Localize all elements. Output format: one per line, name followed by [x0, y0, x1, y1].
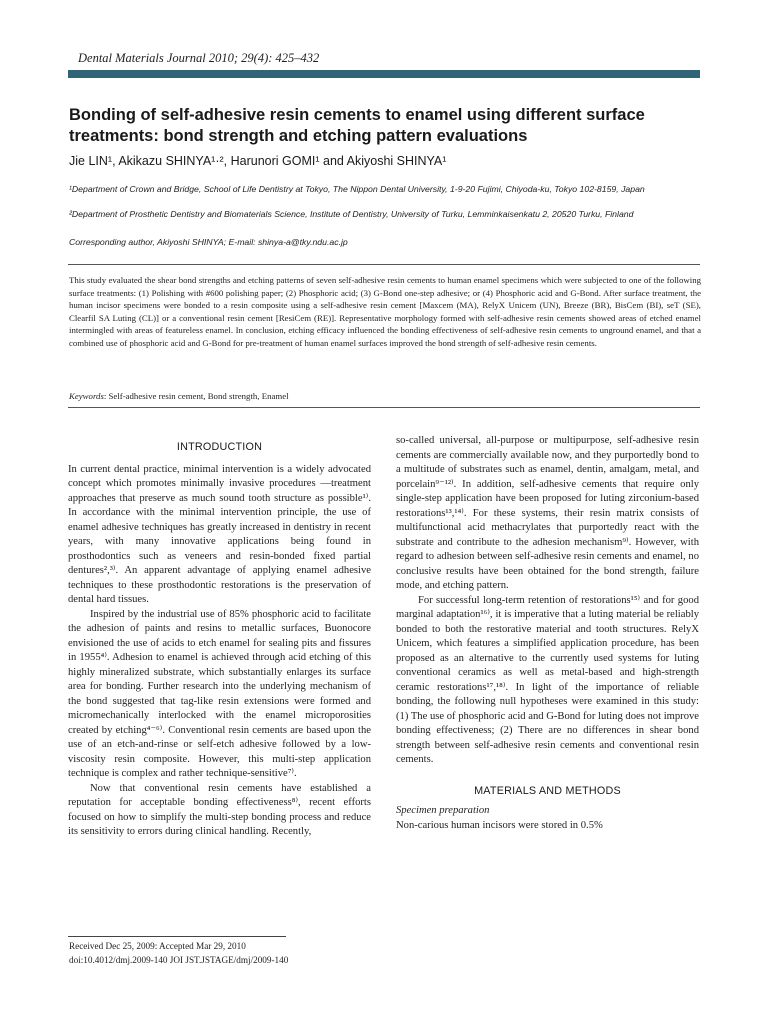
right-column	[396, 434, 699, 833]
keywords-label: Keywords	[69, 391, 104, 401]
methods-paragraph-1: Non-carious human incisors were stored in 0.5%	[396, 819, 603, 831]
abstract-text: This study evaluated the shear bond strengths and etching patterns of seven self-adhesive resin cements to human enamel specimens which were subjected to one of the following surface treatments: (1) Polishing with #600 polishing paper; (2) Phosphoric acid; (3) G-Bond one-step adhesive; or (4) Phosphoric acid and G-Bond. After surface treatment, the human incisor specimens were bonded to a resin composite using a self-adhesive resin cement [Maxcem (MA), RelyX Unicem (UN), Breeze (BR), BisCem (BI), seT (SE), Clearfil SA Luting (CL)] or a conventional resin cement [ResiCem (RE)]. Representative morphology formed with self-adhesive resin cements showed areas of etched enamel intermingled with areas of featureless enamel. In conclusion, etching efficacy influenced the bonding effectiveness of self-adhesive resin cements to unground enamel, and that a combined use of phosphoric acid and G-Bond for pre-treatment of human enamel surfaces improved the bond strength of self-adhesive resin cements.	[69, 275, 701, 348]
methods-heading: MATERIALS AND METHODS	[474, 784, 621, 797]
left-column	[68, 440, 371, 840]
keywords-line	[69, 391, 701, 401]
corresponding-author: Corresponding author, Akiyoshi SHINYA; E-mail: shinya-a@tky.ndu.ac.jp	[69, 237, 348, 247]
header-rule	[68, 70, 700, 78]
footnote-rule	[68, 936, 286, 937]
affiliation-1: ¹Department of Crown and Bridge, School of Life Dentistry at Tokyo, The Nippon Dental University, 1-9-20 Fujimi, Chiyoda-ku, Tokyo 102-8159, Japan	[69, 184, 645, 194]
received-dates: Received Dec 25, 2009: Accepted Mar 29, 2010	[69, 941, 246, 951]
intro-paragraph-3: Now that conventional resin cements have established a reputation for acceptable bonding effectiveness⁸⁾, recent efforts focused on how to simplify the multi-step bonding process and reduce its sensitivity to errors during clinical handling. Recently,	[68, 782, 371, 837]
article-title: Bonding of self-adhesive resin cements to enamel using different surface treatments: bond strength and etching pattern evaluations	[69, 106, 645, 145]
journal-header: Dental Materials Journal 2010; 29(4): 425–432	[78, 51, 320, 65]
abstract-bottom-rule	[68, 407, 700, 408]
intro-paragraph-2: Inspired by the industrial use of 85% phosphoric acid to facilitate the adhesion of paints and resins to metallic surfaces, Buonocore envisioned the use of acids to etch enamel for sealing pits and fissures in 1955⁴⁾. Adhesion to enamel is achieved through acid etching of this highly mineralized substrate, which substantially enlarges its surface area for bonding. Further research into the underlying mechanism of the bond suggested that tag-like resin extensions were formed and micromechanically interlocked with the enamel microporosities created by etching⁴⁻⁶⁾. Conventional resin cements are based upon the use of an etch-and-rinse or self-etch adhesive followed by a low-viscosity resin composite. However, this multi-step application technique is complex and rather technique-sensitive⁷⁾.	[68, 608, 371, 779]
abstract-top-rule	[68, 264, 700, 265]
keywords-text: : Self-adhesive resin cement, Bond strength, Enamel	[103, 391, 289, 401]
intro-paragraph-5: For successful long-term retention of restorations¹⁵⁾ and for good marginal adaptation¹⁶⁾, it is imperative that a luting material be reliably bonded to both the restorative material and tooth structures. RelyX Unicem, which features a simplified application procedure, has been proposed as an alternative to the currently used systems for luting conventional ceramics as well as metal-based and high-strength ceramic restorations¹⁷,¹⁸⁾. In light of the importance of reliable bonding, the following null hypotheses were examined in this study: (1) The use of phosphoric acid and G-Bond for luting does not improve bonding effectiveness; (2) There are no differences in shear bond strength between self-adhesive resin cements and conventional resin cements.	[396, 594, 699, 765]
intro-paragraph-4: so-called universal, all-purpose or multipurpose, self-adhesive resin cements are commercially available now, and they purportedly bond to a multitude of substrates such as enamel, dentin, amalgam, metal, and porcelain⁹⁻¹²⁾. In addition, self-adhesive cements that require only single-step application have been proposed for luting zirconium-based restorations¹³,¹⁴⁾. For these systems, their resin matrix consists of multifunctional acid methacrylates that purportedly react with the substrate and contribute to the adhesion mechanism⁹⁾. However, with regard to adhesion between self-adhesive resin cements and enamel, no conclusive results have been obtained for the bond strength, failure mode, and etching pattern.	[396, 435, 699, 591]
specimen-preparation-subheading: Specimen preparation	[396, 805, 490, 816]
doi-line: doi:10.4012/dmj.2009-140 JOI JST.JSTAGE/dmj/2009-140	[69, 955, 289, 965]
affiliation-2: ²Department of Prosthetic Dentistry and Biomaterials Science, Institute of Dentistry, University of Turku, Lemminkaisenkatu 2, 20520 Turku, Finland	[69, 209, 634, 219]
introduction-heading: INTRODUCTION	[176, 441, 263, 453]
intro-paragraph-1: In current dental practice, minimal intervention is a widely advocated concept which promotes minimally invasive procedures —treatment approaches that preserve as much sound tooth structure as possible¹⁾. In accordance with the minimal intervention principle, the use of enamel adhesive techniques has greatly increased in dentistry in recent years, with many innovative applications being found in prosthodontics such as veneers and resin-bonded fixed partial dentures²,³⁾. An apparent advantage of applying enamel adhesive techniques to these prosthodontic restorations is the preservation of dental hard tissues.	[68, 463, 371, 605]
author-list: Jie LIN¹, Akikazu SHINYA¹·², Harunori GOMI¹ and Akiyoshi SHINYA¹	[69, 154, 447, 168]
